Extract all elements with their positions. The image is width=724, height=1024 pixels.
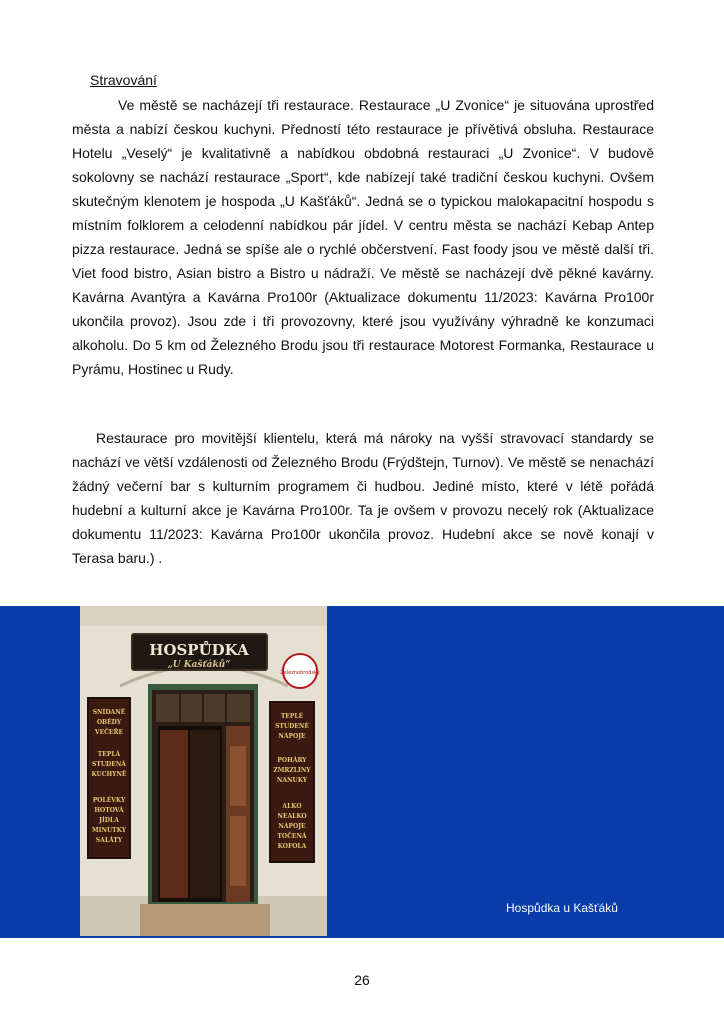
- paragraph-1: Ve městě se nacházejí tři restaurace. Restaurace „U Zvonice“ je situována uprostřed města a nabízí českou kuchyni. Předností této restaurace je přívětivá obsluha. Restaurace Hotelu „Veselý“ je kvalitativně a nabídkou obdobná restauraci „U Zvonice“. V budově sokolovny se nachází restaurace „Sport“, kde nabízejí také tradiční českou kuchyni. Ovšem skutečným klenotem je hospoda „U Kašťáků“. Jedná se o typickou malokapacitní hospodu s místním folklorem a celodenní nabídkou pár jídel. V centru města se nachází Kebap Antep pizza restaurace. Jedná se spíše ale o rychlé občerstvení. Fast foody jsou ve městě další tři. Viet food bistro, Asian bistro a Bistro u nádraží. Ve městě se nacházejí dvě pěkné kavárny. Kavárna Avantýra a Kavárna Pro100r (Aktualizace dokumentu 11/2023: Kavárna Pro100r ukončila provoz). Jsou zde i tři provozovny, které jsou využívány výhradně ke konzumaci alkoholu. Do 5 km od Železného Brodu jsou tři restaurace Motorest Formanka, Restaurace u Pyrámu, Hostinec u Rudy.: [72, 97, 654, 377]
- right-menu-item: POHÁRY: [277, 757, 307, 764]
- left-menu-item: POLÉVKY: [92, 797, 126, 804]
- left-menu-item: TEPLÁ: [97, 751, 121, 758]
- right-menu-item: ZMRZLINY: [273, 767, 311, 774]
- pub-sign-subtitle: „U Kašťáků“: [167, 660, 231, 670]
- right-menu-item: NÁPOJE: [278, 823, 306, 830]
- right-menu-item: ALKO: [282, 803, 302, 810]
- right-menu-item: STUDENÉ: [275, 723, 309, 730]
- left-menu-item: STUDENÁ: [92, 761, 126, 768]
- left-menu-item: OBĚDY: [96, 719, 122, 726]
- left-menu-item: SNÍDANĚ: [92, 709, 126, 716]
- right-menu-item: TOČENÁ: [277, 833, 307, 840]
- right-menu-item: NANUKY: [276, 777, 308, 784]
- pub-photo: [80, 606, 327, 936]
- pub-sign-title: HOSPŮDKA: [149, 641, 249, 659]
- right-menu-item: TEPLÉ: [280, 713, 304, 720]
- left-menu-item: VEČEŘE: [94, 729, 124, 736]
- right-menu-item: NÁPOJE: [278, 733, 306, 740]
- beer-logo-text: Železnobrodský: [280, 670, 320, 676]
- photo-caption: Hospůdka u Kašťáků: [506, 901, 618, 915]
- paragraph-2: Restaurace pro movitější klientelu, která má nároky na vyšší stravovací standardy se nachází ve větší vzdálenosti od Železného Brodu (Frýdštejn, Turnov). Ve městě se nenachází žádný večerní bar s kulturním programem či hudbou. Jediné místo, které v létě pořádá hudební a kulturní akce je Kavárna Pro100r. Ta je ovšem v provozu necelý rok (Aktualizace dokumentu 11/2023: Kavárna Pro100r ukončila provoz. Hudební akce se nově konají v Terasa baru.) .: [72, 430, 654, 566]
- right-menu-item: KOFOLA: [277, 843, 307, 850]
- left-menu-item: KUCHYNĚ: [91, 771, 127, 778]
- left-menu-item: JÍDLA: [99, 817, 119, 824]
- left-menu-item: HOTOVÁ: [94, 807, 124, 814]
- right-menu-item: NEALKO: [277, 813, 307, 820]
- section-title: Stravování: [90, 72, 157, 88]
- page-number: 26: [354, 972, 370, 988]
- left-menu-item: MINUTKY: [92, 827, 126, 834]
- left-menu-item: SALÁTY: [95, 837, 123, 844]
